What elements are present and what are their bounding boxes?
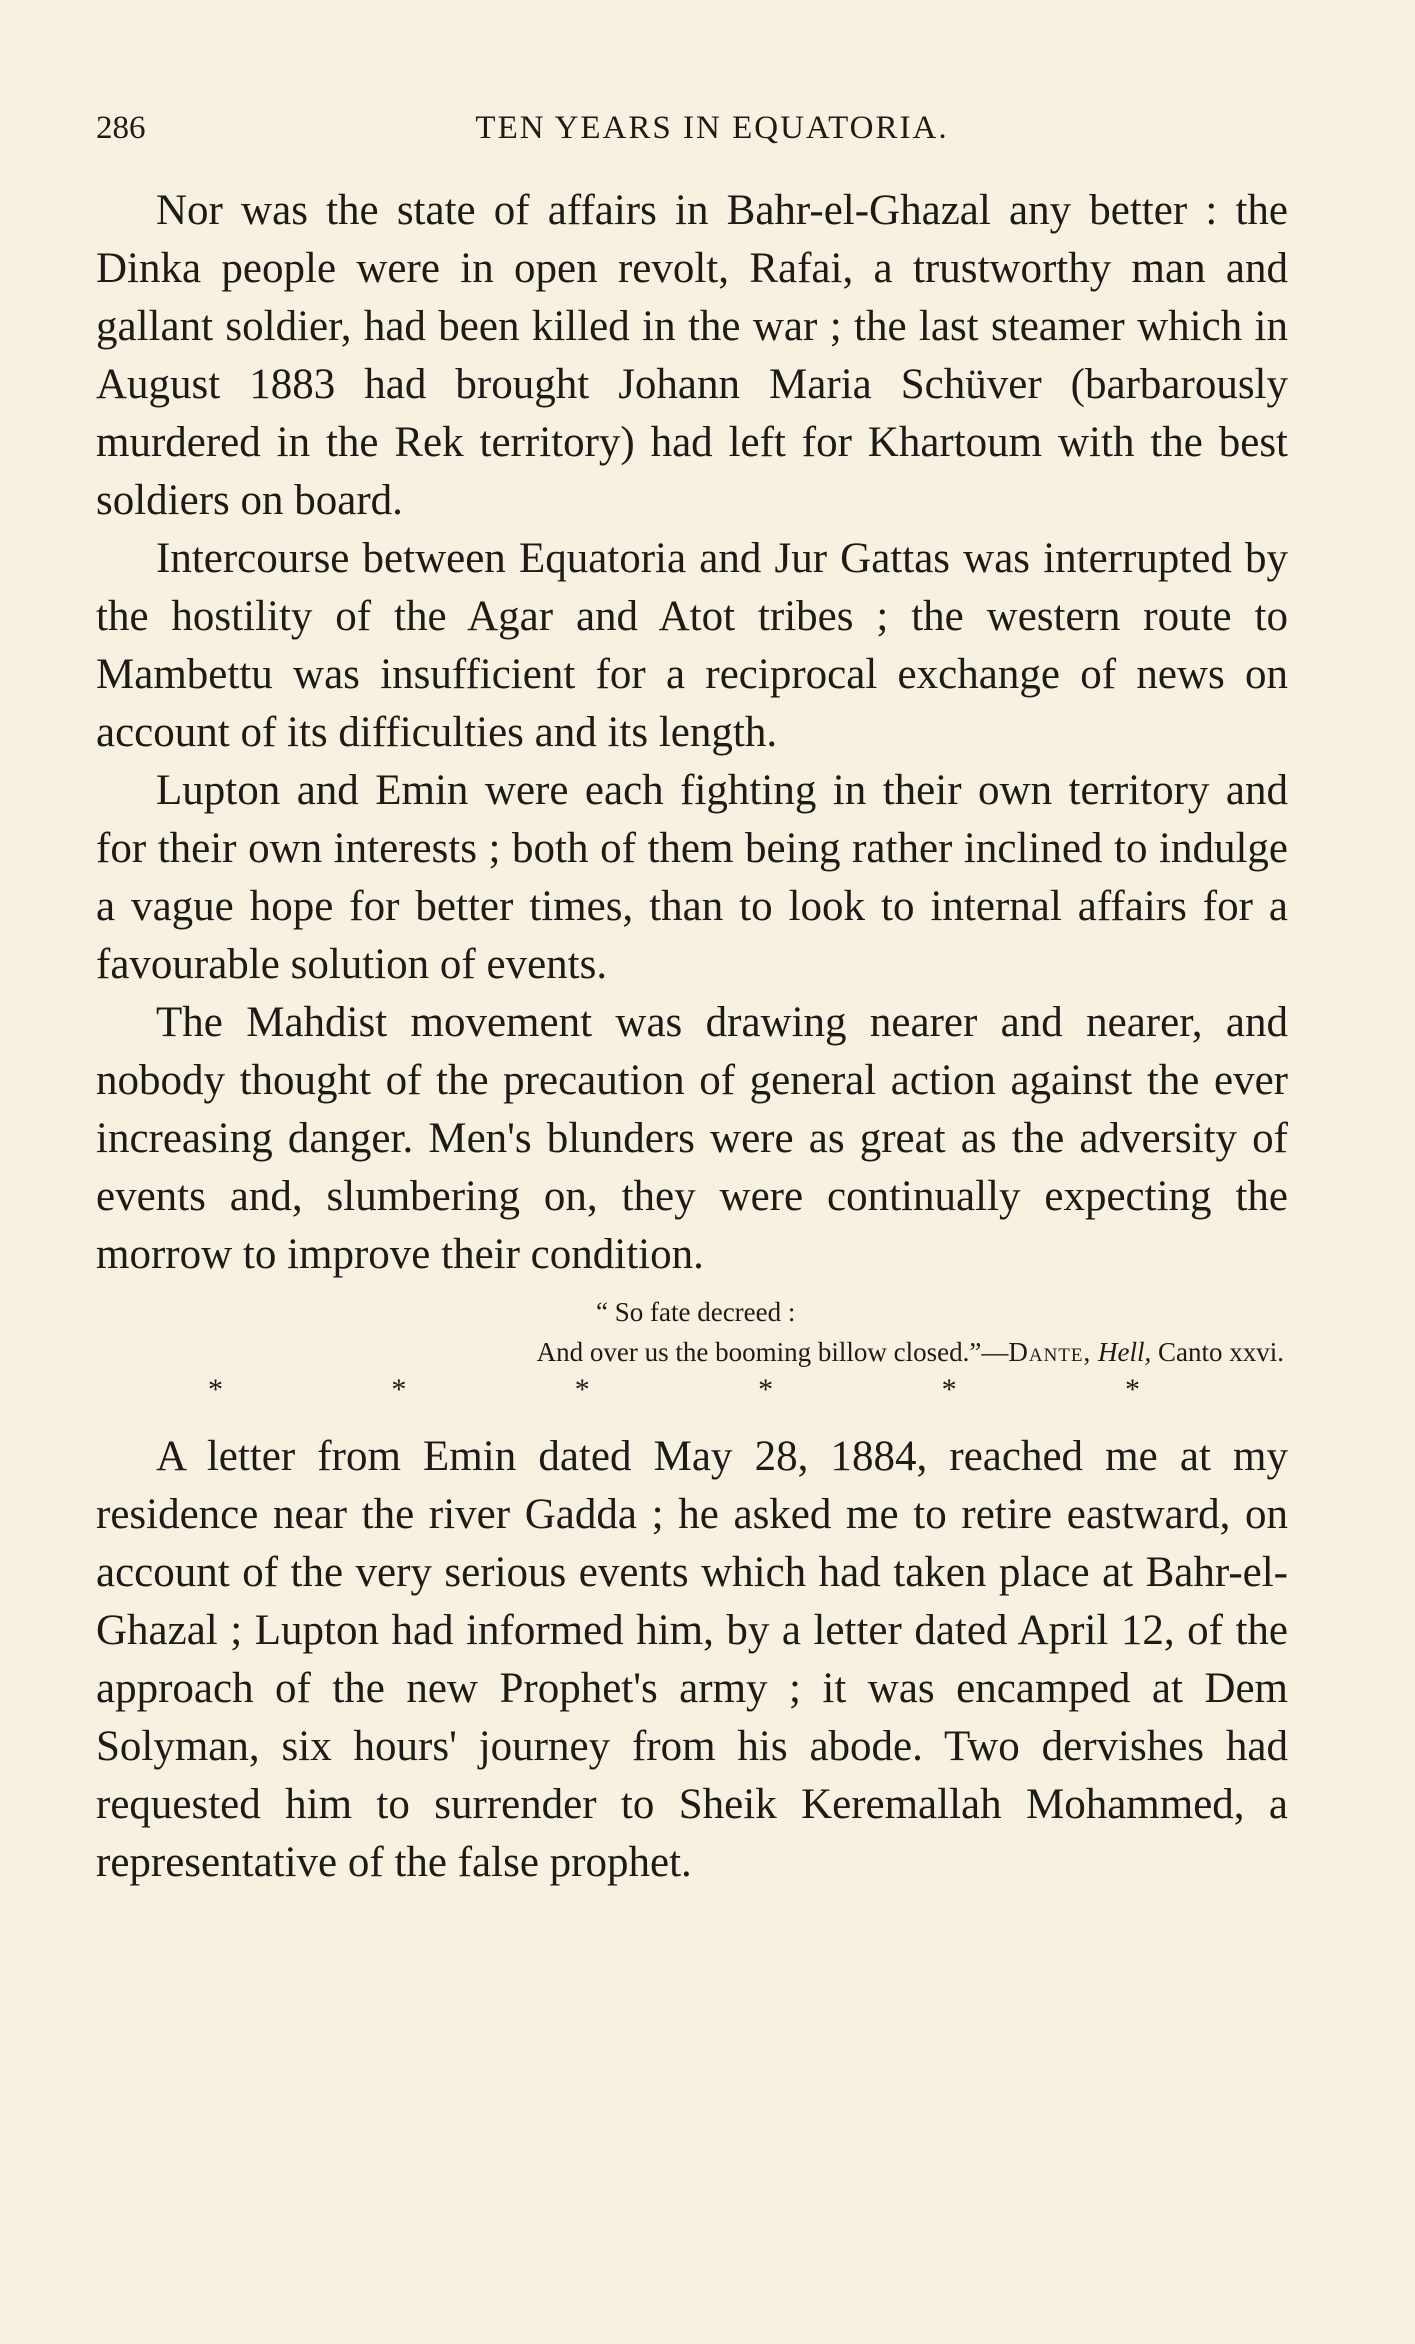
separator-star: * [391, 1373, 407, 1406]
quote-work: Hell, [1098, 1337, 1152, 1367]
paragraph-4: The Mahdist movement was drawing nearer and nearer, and nobody thought of the precaution of general action against the ever increasing danger. Men's blunders were as great as the adversity of events and, slumbering on, they were continually expecting the morrow to improve their condition. [96, 999, 1288, 1278]
book-page [96, 110, 1288, 1892]
page-number: 286 [96, 110, 146, 146]
running-title: TEN YEARS IN EQUATORIA. [475, 110, 949, 146]
paragraph-1: Nor was the state of affairs in Bahr-el-Ghazal any better : the Dinka people were in open revolt, Rafai, a trustworthy man and gallant soldier, had been killed in the war ; the last steamer which in August 1883 had brought Johann Maria Schüver (barbarously murdered in the Rek territory) had left for Khartoum with the best soldiers on board. [96, 187, 1288, 524]
quote-author: Dante, [1008, 1337, 1092, 1367]
section-separator [96, 1372, 1288, 1408]
separator-star: * [574, 1373, 590, 1406]
epigraph-quote [96, 1292, 1288, 1372]
separator-star: * [1124, 1373, 1140, 1406]
quote-text: And over us the booming billow closed.”— [536, 1337, 1009, 1367]
quote-canto: Canto xxvi. [1158, 1337, 1284, 1367]
separator-star: * [941, 1373, 957, 1406]
paragraph-2: Intercourse between Equatoria and Jur Gattas was interrupted by the hostility of the Agar and Atot tribes ; the western route to Mambettu was insufficient for a reciprocal exchange of news on account of its difficulties and its length. [96, 535, 1288, 756]
quote-line-2 [96, 1332, 1288, 1372]
quote-line-1: “ So fate decreed : [596, 1297, 796, 1327]
paragraph-5: A letter from Emin dated May 28, 1884, reached me at my residence near the river Gadda ; he asked me to retire eastward, on account of the very serious events which had taken place at Bahr-el-Ghazal ; Lupton had informed him, by a letter dated April 12, of the approach of the new Prophet's army ; it was encamped at Dem Solyman, six hours' journey from his abode. Two dervishes had requested him to surrender to Sheik Keremallah Mohammed, a representative of the false prophet. [96, 1433, 1288, 1886]
paragraph-3: Lupton and Emin were each fighting in their own territory and for their own interests ; both of them being rather inclined to indulge a vague hope for better times, than to look to internal affairs for a favourable solution of events. [96, 767, 1288, 988]
separator-star: * [208, 1373, 223, 1406]
separator-star: * [758, 1373, 774, 1406]
running-head [96, 110, 1288, 160]
